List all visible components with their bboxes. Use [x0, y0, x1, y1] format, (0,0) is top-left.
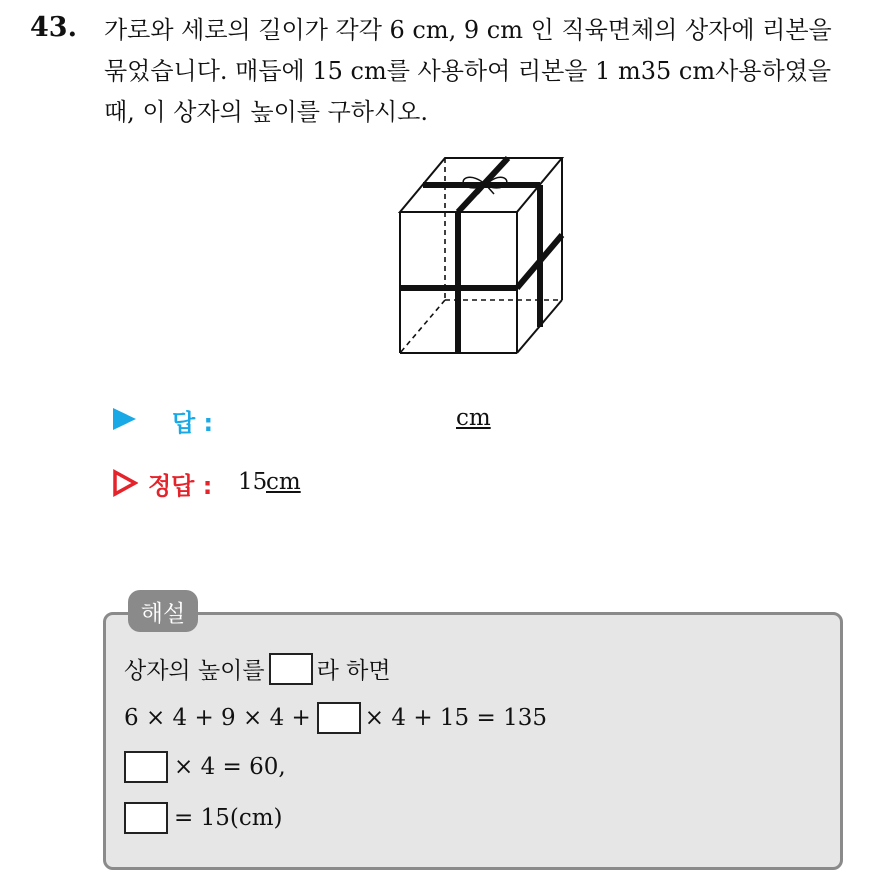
solution-line-2 [124, 702, 547, 734]
outline-triangle-icon [112, 469, 138, 497]
question-text [104, 10, 864, 133]
solution-tag: 해설 [128, 590, 198, 632]
correct-unit: cm [266, 469, 301, 495]
solution-text: × 4 + 15 = 135 [364, 705, 547, 731]
answer-blank-unit[interactable]: cm [456, 405, 491, 431]
blank-box [124, 802, 168, 834]
blank-box [317, 702, 361, 734]
solution-line-3 [124, 751, 286, 783]
solution-text: = 15(cm) [174, 805, 283, 831]
answer-label: 답 : [172, 409, 214, 437]
solution-line-1 [124, 652, 391, 685]
question-line: 가로와 세로의 길이가 각각 6 cm, 9 cm 인 직육면체의 상자에 리본을 [104, 16, 832, 44]
question-line: 때, 이 상자의 높이를 구하시오. [104, 98, 428, 126]
solution-text: 라 하면 [316, 658, 391, 684]
gift-box-figure [390, 150, 570, 360]
question-line: 묶었습니다. 매듭에 15 cm를 사용하여 리본을 1 m35 cm사용하였을 [104, 57, 832, 85]
blank-box [124, 751, 168, 783]
correct-value: 15 [238, 469, 268, 495]
question-number: 43. [30, 12, 77, 43]
solution-text: × 4 = 60, [174, 754, 286, 780]
solution-text: 6 × 4 + 9 × 4 + [124, 705, 311, 731]
play-triangle-icon [112, 406, 138, 432]
correct-label: 정답 : [148, 472, 213, 500]
solution-line-4 [124, 802, 283, 834]
solution-text: 상자의 높이를 [124, 658, 265, 684]
blank-box [269, 653, 313, 685]
